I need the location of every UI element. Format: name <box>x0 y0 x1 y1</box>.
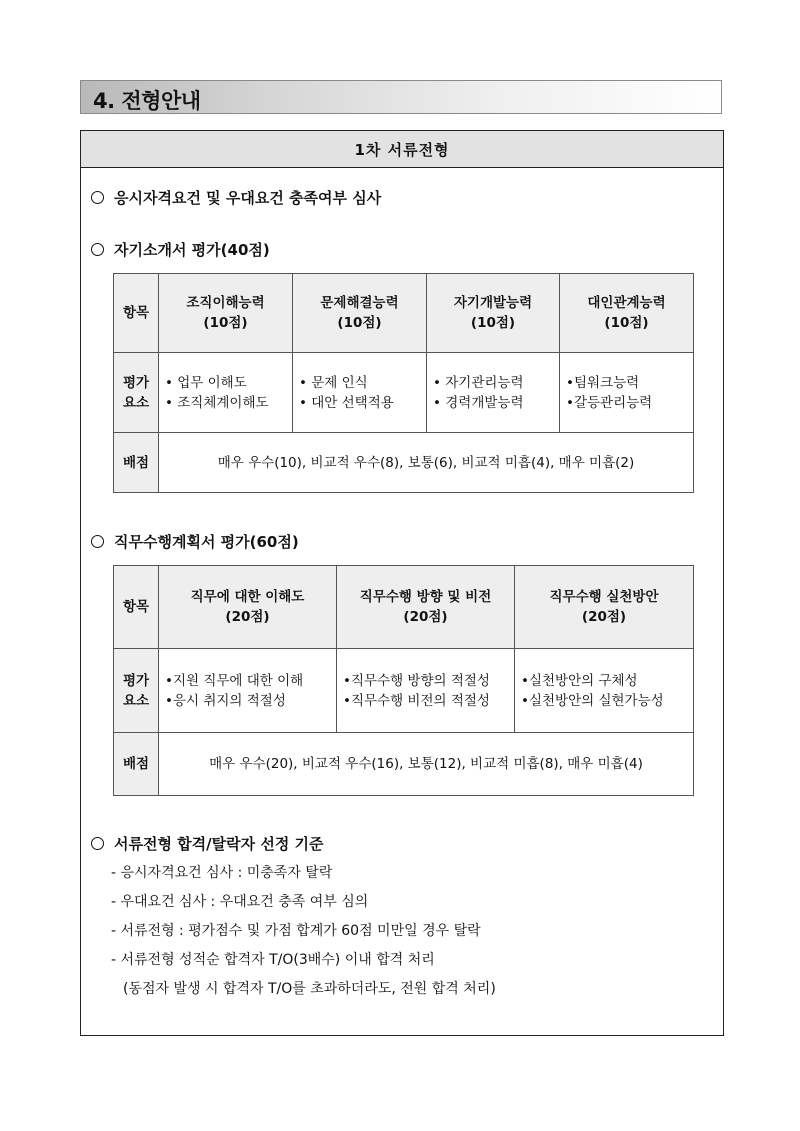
circle-bullet-icon <box>91 837 104 850</box>
score-text: 매우 우수(20), 비교적 우수(16), 보통(12), 비교적 미흡(8), 매우 미흡(4) <box>159 733 694 796</box>
eval-label: 평가 요소 <box>114 649 159 733</box>
eval-element: • 문제 인식 • 대안 선택적용 <box>293 353 427 433</box>
bullet-text: 응시자격요건 및 우대요건 충족여부 심사 <box>114 189 382 207</box>
table-row <box>114 274 694 353</box>
score-label: 배점 <box>114 433 159 493</box>
bullet-self-intro <box>91 239 270 260</box>
eval-element: •직무수행 방향의 적절성 •직무수행 비전의 적절성 <box>337 649 515 733</box>
column-header: 대인관계능력 (10점) <box>560 274 694 353</box>
eval-element: •실천방안의 구체성 •실천방안의 실현가능성 <box>515 649 694 733</box>
list-item: (동점자 발생 시 합격자 T/O를 초과하더라도, 전원 합격 처리) <box>123 981 496 997</box>
bullet-text: 직무수행계획서 평가(60점) <box>114 533 299 551</box>
bullet-text: 자기소개서 평가(40점) <box>114 241 270 259</box>
column-header: 조직이해능력 (10점) <box>159 274 293 353</box>
eval-label: 평가 요소 <box>114 353 159 433</box>
table-row <box>114 566 694 649</box>
job-plan-table <box>113 565 694 796</box>
column-header: 자기개발능력 (10점) <box>427 274 560 353</box>
bullet-job-plan <box>91 531 299 552</box>
bullet-eligibility <box>91 187 381 208</box>
table-row <box>114 433 694 493</box>
header-label: 항목 <box>114 566 159 649</box>
column-header: 직무수행 실천방안 (20점) <box>515 566 694 649</box>
section-title: 4. 전형안내 <box>93 89 201 113</box>
criteria-list <box>111 859 496 1004</box>
eval-element: •팀워크능력 •갈등관리능력 <box>560 353 694 433</box>
box-title: 1차 서류전형 <box>81 131 723 168</box>
selection-box <box>80 130 724 1036</box>
score-text: 매우 우수(10), 비교적 우수(8), 보통(6), 비교적 미흡(4), 매우 미흡(2) <box>159 433 694 493</box>
list-item: - 서류전형 성적순 합격자 T/O(3배수) 이내 합격 처리 <box>111 952 435 968</box>
score-label: 배점 <box>114 733 159 796</box>
circle-bullet-icon <box>91 535 104 548</box>
column-header: 직무에 대한 이해도 (20점) <box>159 566 337 649</box>
header-label: 항목 <box>114 274 159 353</box>
eval-element: • 업무 이해도 • 조직체계이해도 <box>159 353 293 433</box>
table-row <box>114 353 694 433</box>
list-item: - 서류전형 : 평가점수 및 가점 합계가 60점 미만일 경우 탈락 <box>111 923 481 939</box>
list-item: - 우대요건 심사 : 우대요건 충족 여부 심의 <box>111 894 369 910</box>
table-row <box>114 733 694 796</box>
circle-bullet-icon <box>91 243 104 256</box>
section-header <box>80 80 722 114</box>
circle-bullet-icon <box>91 191 104 204</box>
table-row <box>114 649 694 733</box>
bullet-pass-criteria <box>91 833 324 854</box>
column-header: 문제해결능력 (10점) <box>293 274 427 353</box>
column-header: 직무수행 방향 및 비전 (20점) <box>337 566 515 649</box>
self-intro-table <box>113 273 694 493</box>
list-item: - 응시자격요건 심사 : 미충족자 탈락 <box>111 865 333 881</box>
eval-element: • 자기관리능력 • 경력개발능력 <box>427 353 560 433</box>
eval-element: •지원 직무에 대한 이해 •응시 취지의 적절성 <box>159 649 337 733</box>
bullet-text: 서류전형 합격/탈락자 선정 기준 <box>114 835 324 853</box>
